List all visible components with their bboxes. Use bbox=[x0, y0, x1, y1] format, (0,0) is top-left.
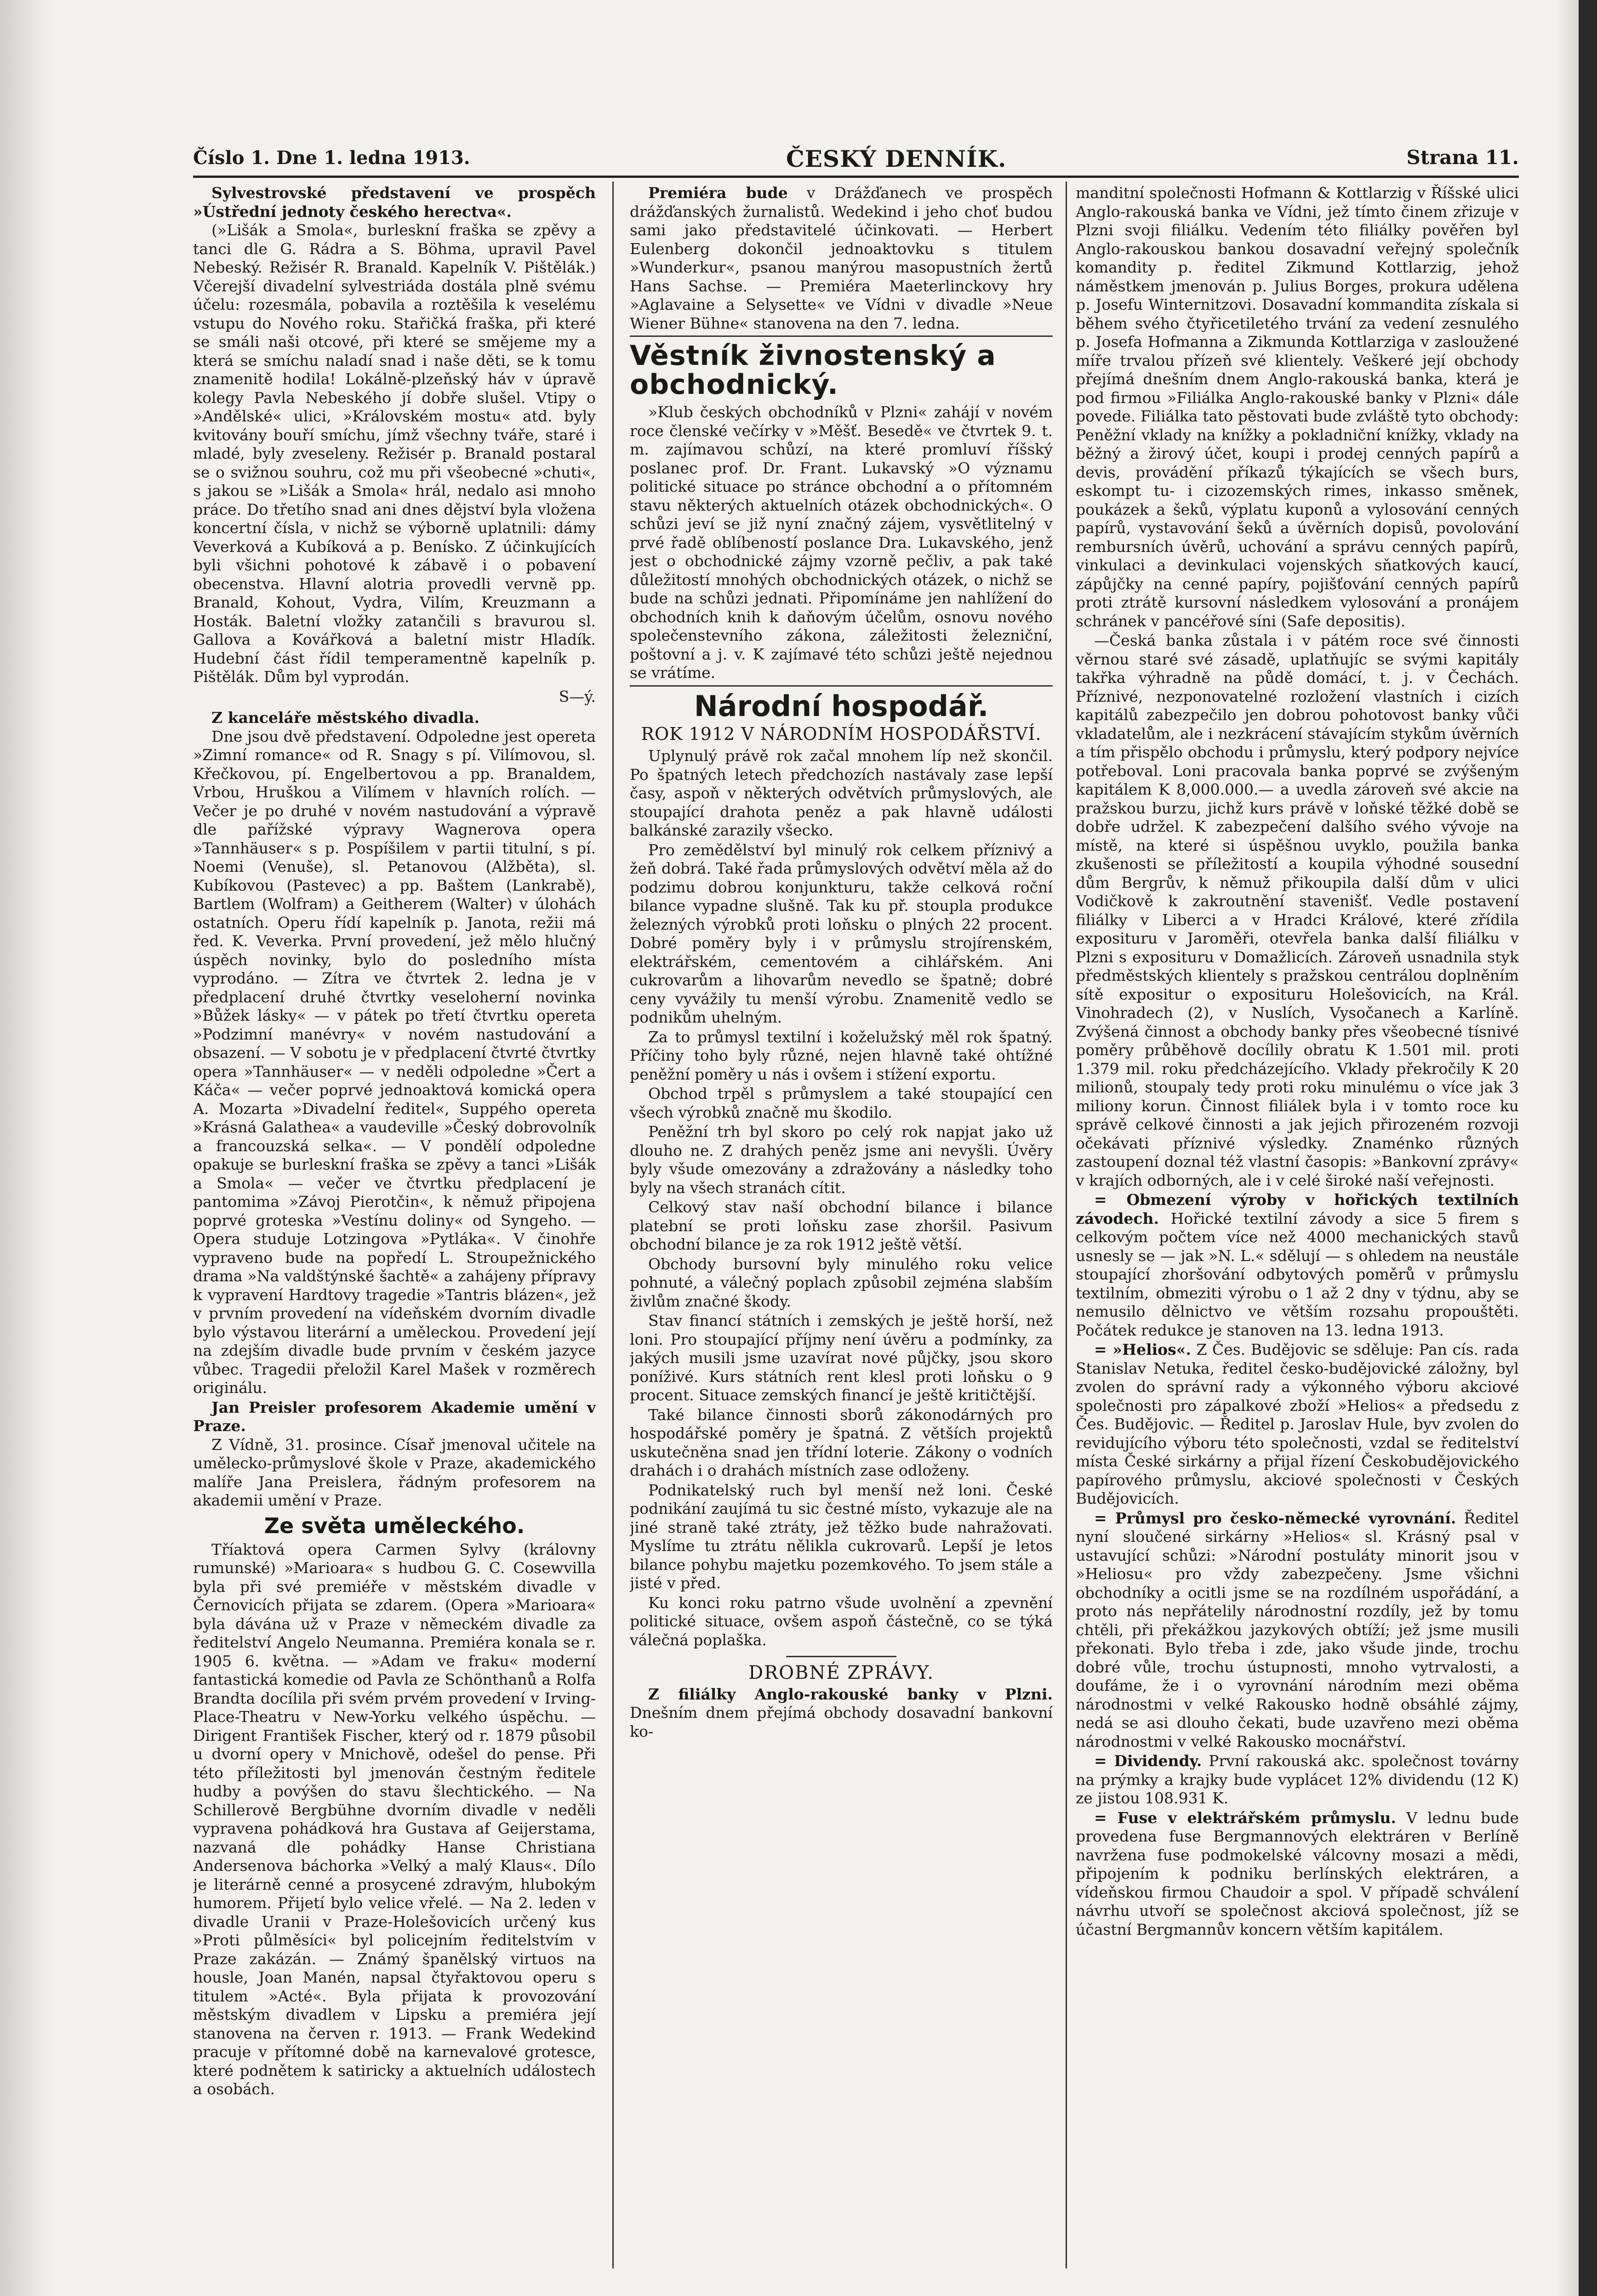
article-text: Podnikatelský ruch byl menší než loni. České podnikání zaujímá tu sic čestné místo, vykazuje ale na jiné straně také ztráty, jež těžko bude nahražovati. Myslíme tu ztrátu nělikla cukrovarů. Lepší je letos bilance pohybu majetku pozemkového. To jsem stále a jisté v před. bbox=[630, 1481, 1053, 1592]
article-lead: = »Helios«. bbox=[1094, 1341, 1191, 1358]
article-text: —Česká banka zůstala i v pátém roce své činnosti věrnou staré své zásadě, uplatňujíc se svými kapitály takřka výhradně na půdě domácí, t. j. v Čechách. Příznivé, nezponovatelné rozložení vlastních i cizích kapitálů zabezpečilo jen dobrou pohotovost banky vůči vkladatelům, ale i nezkrácení stávajícím stykům úvěrních a tím přispělo obchodu i průmyslu, který podpory nejvíce potřeboval. Loni pracovala banka poprvé se zvýšeným kapitálem K 8,000.000.— a uvedla zároveň své akcie na pražskou burzu, jichž kurs právě v loňské těžké době se dobře udržel. K zabezpečení dalšího svého vývoje na místě, na které si úspěšnou uvyklo, použila banka zkušenosti se příležitostí a koupila výhodné sousední dům Bergrův, k němuž přikoupila další dům v ulici Vodičkově k zakroutnění stavenišť. Vedle postavení filiálky v Liberci a v Hradci Králové, které zřídila exposituru v Jaroměři, otevřela banka další filiálku v Plzni s exposituru v Domažlicích. Zároveň usnadnila styk předměstských klientely s pražskou centrálou doplněním sítě expositur o exposituru Holešovicích, na Král. Vinohradech (2), v Nuslích, Vysočanech a Karlíně. Zvýšená činnost a obchody banky přes všeobecné tísnivé poměry průběhově docílily obratu K 1.501 mil. proti 1.379 mil. roku předcházejícího. Vklady překročily K 20 milionů, stoupaly tedy proti roku minulému o více jak 3 miliony korun. Činnost filiálek byla i v tomto roce ku správě celkové činnosti a jak jejich přirozeném rozvoji očekávati příznivé výsledky. Znaménko různých zastoupení doznal též vlastní časopis: »Bankovní zprávy« v krajích odborných, ale i v celé široké naší veřejnosti. bbox=[1076, 631, 1519, 1189]
page-number: Strana 11. bbox=[1406, 146, 1519, 169]
article-title: Z kanceláře městského divadla. bbox=[211, 709, 480, 727]
article-body: v Drážďanech ve prospěch drážďanských žurnalistů. Wedekind i jeho choť budou sami jako představitelé účinkovati. — Herbert Eulenberg dokončil jednoaktovku s titulem »Wunderkur«, psanou manýrou masopustních žertů Hans Sachse. — Premiéra Maeterlinckovy hry »Aglavaine a Selysette« ve Vídni v divadle »Neue Wiener Bühne« stanovena na den 7. ledna. bbox=[630, 184, 1053, 332]
article-text bbox=[1076, 1752, 1519, 1808]
page-right-fold bbox=[1556, 0, 1579, 2296]
article-lead: = Fuse v elektrářském průmyslu. bbox=[1094, 1808, 1397, 1827]
article-text bbox=[1076, 1191, 1519, 1340]
article-text: Stav financí státních i zemských je ještě horší, než loni. Pro stoupající příjmy není úvěru a podmínky, za jakých musili jsme uzavírat nové půjčky, jsou skoro poníživé. Kurs státních rent klesl proti loňsku o 9 procent. Situace zemských financí je ještě kritičtější. bbox=[630, 1312, 1053, 1404]
article-text: Uplynulý právě rok začal mnohem líp než skončil. Po špatných letech předchozích nastávaly zase lepší časy, aspoň v některých odvětvích průmyslových, ale stoupající drahota peněz a pak hlavně události balkánské zarazily všecko. bbox=[630, 747, 1053, 840]
article-lead: = Dividendy. bbox=[1094, 1752, 1202, 1770]
article-text: manditní společnosti Hofmann & Kottlarzig v Říšské ulici Anglo-rakouská banka ve Vídni, jež tímto činem zřizuje v Plzni svoji filiálku. Vedením této filiálky pověřen byl Anglo-rakouskou bankou dosavadní veřejný společník komandity p. ředitel Zikmund Kottlarzig, jehož náměstkem jmenován p. Julius Borges, prokura udělena p. Josefu Winternitzovi. Dosavadní kommandita získala si během svého čtyřicetiletého trvání za vedení zesnulého p. Josefa Hofmanna a Zikmunda Kottlarziga v zasloužené míře trvalou přízeň své klientely. Veškeré její obchody přejímá dnešním dnem Anglo-rakouská banka, která je pod firmou »Filiálka Anglo-rakouské banky v Plzni« dále povede. Filiálka tato pěstovati bude zvláště tyto obchody: Peněžní vklady na knížky a pokladniční knížky, vklady na běžný a žirový účet, koupi i prodej cenných papírů a devis, provádění příkazů týkajících se všech burs, eskompt tu- i cizozemských rimes, inkasso směnek, poukázek a šeků, výplatu kuponů a vylosování cenných papírů, vystavování šeků a úvěrních dopisů, povolování rembursních úvěrů, uchování a správu cenných papírů, vinkulaci a devinkulaci vojenských sňatkových kaucí, zápůjčky na cenné papíry, pojišťování cenných papírů proti ztrátě kursovní následkem vylosování a pronájem schránek v pancéřové síni (Safe depositis). bbox=[1076, 184, 1519, 630]
page-header bbox=[193, 138, 1519, 179]
article-body: První rakouská akc. společnost továrny na prýmky a krajky bude vyplácet 12% dividendu (12 K) ze jistou 108.931 K. bbox=[1076, 1752, 1519, 1807]
article-lead: = Průmysl pro česko-německé vyrovnání. bbox=[1094, 1509, 1456, 1527]
article-subtitle: DROBNÉ ZPRÁVY. bbox=[748, 1662, 934, 1684]
page-right-border bbox=[1579, 0, 1597, 2296]
header-rule bbox=[193, 176, 1519, 178]
article-text: Z Vídně, 31. prosince. Císař jmenoval učitele na umělecko-průmyslové škole v Praze, akademického malíře Jana Preislera, řádným profesorem na akademii umění v Praze. bbox=[193, 1435, 596, 1509]
section-title: Ze světa uměleckého. bbox=[264, 1513, 525, 1538]
article-text bbox=[1076, 1509, 1519, 1751]
article-subtitle: ROK 1912 V NÁRODNÍM HOSPODÁŘSTVÍ. bbox=[641, 723, 1042, 744]
article-text: Za to průmysl textilní i koželužský měl rok špatný. Příčiny toho byly různé, nejen hlavně také ohtížné peněžní poměry u nás i ovšem i stížení exportu. bbox=[630, 1028, 1053, 1083]
section-rule bbox=[630, 335, 1053, 337]
article-lead: Z filiálky Anglo-rakouské banky v Plzni. bbox=[648, 1685, 1053, 1703]
article-text: Pro zemědělství byl minulý rok celkem příznivý a žeň dobrá. Také řada průmyslových odvětví měla až do podzimu dobrou konjunkturu, takže celková roční bilance vypadne slušně. Tak ku př. stoupla produkce železných výrobků proti loňsku o plných 22 procent. Dobré poměry byly i v průmyslu strojírenském, elektrářském, cementovém a cihlářském. Ani cukrovarům a lihovarům nevedlo se špatně; dobré ceny vyvážily tu menší výrobu. Znamenitě vedlo se podnikům uhelným. bbox=[630, 841, 1053, 1027]
article-lead: = Obmezení výroby v hořických textilních závodech. bbox=[1076, 1191, 1519, 1228]
article-title: Sylvestrovské představení ve prospěch »Ústřední jednoty českého herectva«. bbox=[193, 184, 596, 221]
column-3 bbox=[1076, 184, 1519, 2273]
newspaper-title: ČESKÝ DENNÍK. bbox=[786, 145, 1007, 172]
article-signature: S—ý. bbox=[559, 687, 596, 705]
article-body: Hořické textilní závody a sice 5 firem s celkovým počtem více než 4000 mechanických stavů usnesly se — jak »N. L.« sdělují — s ohledem na neustále stoupající zhoršování odbytových poměrů v průmyslu textilním, obmeziti výrobu o 1 až 2 dny v týdnu, aby se nemusilo dělnictvo ve větším rozsahu propouštěti. Počátek redukce je stanoven na 13. ledna 1913. bbox=[1076, 1209, 1519, 1339]
issue-and-date: Číslo 1. Dne 1. ledna 1913. bbox=[193, 147, 470, 169]
article-title: Jan Preisler profesorem Akademie umění v Praze. bbox=[193, 1398, 596, 1435]
article-text: Také bilance činnosti sborů zákonodárných pro hospodářské poměry je špatná. Z větších projektů uskutečněna snad jen třídní loterie. Zákony o vodních drahách i o drahách místních zase odloženy. bbox=[630, 1405, 1053, 1480]
article-lead: Premiéra bude bbox=[648, 184, 788, 202]
article-body: Dnešním dnem přejímá obchody dosavadní bankovní ko- bbox=[630, 1704, 1053, 1740]
article-text: (»Lišák a Smola«, burleskní fraška se zpěvy a tanci dle G. Rádra a S. Böhma, upravil Pavel Nebeský. Režisér R. Branald. Kapelník V. Pištělák.) Včerejší divadelní sylvestriáda dostála plně svému účelu: rozesmála, pobavila a roztěšila k veselému vstupu do Nového roku. Stařičká fraška, při které se smáli naši otcové, při které se smějeme my a která se smíchu naladí snad i naše děti, se k tomu znamenitě hodila! Lokálně-plzeňský háv v úpravě kolegy Pavla Nebeského jí dobře slušel. Vtipy o »Andělské« ulici, »Královském mostu« atd. byly kvitovány bouří smíchu, jímž všechny tváře, staré i mladé, byly zveseleny. Režisér p. Branald postaral se o svižnou souhru, což mu při všeobecné »chuti«, s jakou se »Lišák a Smola« hrál, nedalo asi mnoho práce. Do třetího snad ani dnes dějství byla vložena koncertní čísla, v nichž se výborně uplatnili: dámy Veverková a Kubíková a p. Benísko. Z účinkujících byli všichni pohotové k zábavě i o pobavení obecenstva. Hlavní alotria provedli vervně pp. Branald, Kohout, Vydra, Vilím, Kreuzmann a Hosták. Baletní vložky zatančili s bravurou sl. Gallova a Kovářková a baletní mistr Hladík. Hudební část řídil temperamentně kapelník p. Pištělák. Dům byl vyprodán. bbox=[193, 221, 596, 686]
article-body: V lednu bude provedena fuse Bergmannových elektráren v Berlíně navržena fuse podmokelské válcovny mosazi a mědi, připojením k podniku berlínských elektráren, a vídeňskou firmou Chaudoir a spol. V případě schválení návrhu utvoří se společnost akciová společnost, jíž se účastní Bergmannův koncern větším kapitálem. bbox=[1076, 1808, 1519, 1938]
section-rule bbox=[630, 685, 1053, 687]
separator-rule bbox=[786, 1656, 896, 1657]
article-text: Tříaktová opera Carmen Sylvy (královny rumunské) »Marioara« s hudbou G. C. Cosewvilla byla při své premiéře v městském divadle v Černovicích přijata se zdarem. (Opera »Marioara« byla dávána už v Praze v německém divadle za ředitelství Angelo Neumanna. Premiéra konala se r. 1905 6. května. — »Adam ve fraku« moderní fantastická komedie od Pavla ze Schönthanů a Rolfa Brandta docílila při svém prvém provedení v Irving-Place-Theatru v New-Yorku velkého úspěchu. — Dirigent František Fischer, který od r. 1879 působil u dvorní opery v Mnichově, odešel do pense. Při této příležitosti byl jmenován čestným ředitele hudby a povýšen do stavu šlechtického. — Na Schillerově Bergbühne dvorním divadle v neděli vypravena pohádková hra Gustava af Geijerstama, nazvaná dle pohádky Hanse Christiana Andersenova báchorka »Velký a malý Klaus«. Dílo je literárně cenné a prosycené zdravým, hlubokým humorem. Přijetí bylo velice vřelé. — Na 2. leden v divadle Uranii v Praze-Holešovicích určený kus »Proti půlměsíci« byl policejním ředitelstvím v Praze zakázán. — Známý španělský virtuos na housle, Joan Manén, napsal čtyřaktovou operu s titulem »Acté«. Byla přijata k provozování městským divadlem v Lipsku a premiéra její stanovena na červen r. 1913. — Frank Wedekind pracuje v přítomné době na karnevalové grotesce, které podnětem k satiricky a aktuelních událostech a osobách. bbox=[193, 1540, 596, 2098]
article-text bbox=[630, 1685, 1053, 1741]
article-body: Z Čes. Budějovic se sděluje: Pan cís. rada Stanislav Netuka, ředitel česko-budějovické záložny, byl zvolen do správní rady a výkonného výboru akciové společnosti pro zápalkové zboží »Helios« a předsedu z Čes. Budějovic. — Ředitel p. Jaroslav Hule, byv zvolen do revidujícího výboru této společnosti, vzdal se ředitelství místa České sirkárny a přijal řízení Českobudějovického papírového průmyslu, akciové společnosti v Českých Budějovicích. bbox=[1076, 1341, 1519, 1507]
article-text: »Klub českých obchodníků v Plzni« zahájí v novém roce členské večírky v »Měšť. Besedě« ve čtvrtek 9. t. m. zajímavou schůzí, na které promluví říšský poslanec prof. Dr. Frant. Lukavský »O významu politické situace po stránce obchodní a o přítomném stavu některých aktuelních otázek obchodnických«. O schůzi jeví se již nyní značný zájem, vysvětlitelný v prvé řadě oblíbeností poslance Dra. Lukavského, jenž jest o obchodnické zájmy vzorně pečliv, a pak také důležitostí mnohých obchodnických otázek, o nichž se bude na schůzi jednati. Připomínáme jen nahlížení do obchodních knih k daňovým účelům, osnovu nového společenstevního zákona, záležitosti železniční, poštovní a j. v. K zajímavé této schůzi ještě nejednou se vrátíme. bbox=[630, 403, 1053, 682]
section-title: Věstník živnostenský a obchodnický. bbox=[630, 340, 996, 401]
article-text: Obchod trpěl s průmyslem a také stoupající cen všech výrobků značně mu škodilo. bbox=[630, 1085, 1053, 1121]
column-divider bbox=[612, 182, 614, 2268]
article-text: Obchody bursovní byly minulého roku velice pohnuté, a válečný poplach způsobil zejména slabším živlům značné škody. bbox=[630, 1255, 1053, 1310]
article-text bbox=[630, 184, 1053, 333]
column-divider bbox=[1066, 182, 1067, 2268]
article-text bbox=[1076, 1341, 1519, 1508]
column-2 bbox=[630, 184, 1053, 2273]
article-text: Celkový stav naší obchodní bilance i bilance platební se proti loňsku zase zhoršil. Pasivum obchodní bilance je za rok 1912 ještě větší. bbox=[630, 1198, 1053, 1254]
article-text: Peněžní trh byl skoro po celý rok napjat jako už dlouho ne. Z drahých peněz jsme ani nevyšli. Úvěry byly všude omezovány a zdražovány a následky toho byly na všech stranách cítit. bbox=[630, 1123, 1053, 1197]
article-text: Dne jsou dvě představení. Odpoledne jest opereta »Zimní romance« od R. Snagy s pí. Vilímovou, sl. Křečkovou, pí. Engelbertovou a pp. Branaldem, Vrbou, Hruškou a Vilímem v hlavních rolích. — Večer je po druhé v novém nastudování a výpravě dle pařížské výpravy Wagnerova opera »Tannhäuser« s p. Pospíšilem v partii titulní, s pí. Noemi (Venuše), sl. Petanovou (Alžběta), sl. Kubíkovou (Pastevec) a pp. Baštem (Lankrabě), Bartlem (Wolfram) a Geitherem (Walter) v úlohách ostatních. Operu řídí kapelník p. Janota, režii má řed. K. Veverka. První provedení, jež mělo hlučný úspěch novinky, bylo do posledního místa vyprodáno. — Zítra ve čtvrtek 2. ledna je v předplacení druhé čtvrtky veseloherní novinka »Bůžek lásky« — v pátek po třetí čtvrtku opereta »Podzimní manévry« v novém nastudování a obsazení. — V sobotu je v předplacení čtvrté čtvrtky opera »Tannhäuser« — v neděli odpoledne »Čert a Káča« — večer poprvé jednoaktová komická opera A. Mozarta »Divadelní ředitel«, Suppého opereta »Krásná Galathea« a vaudeville »Český dobrovolník a francouzská selka«. — V pondělí odpoledne opakuje se burleskní fraška se zpěvy a tanci »Lišák a Smola« — večer ve čtvrtku předplacení je pantomima »Závoj Pierotčin«, k němuž připojena poprvé groteska »Vestínu doliny« od Syngeho. — Opera studuje Lotzingova »Pytláka«. V činohře vypraveno bude na popředí L. Stroupežnického drama »Na valdštýnské šachtě« a zahájeny přípravy k vypravení Hardtovy tragedie »Tantris blázen«, jež v prvním provedení na vídeňském dvorním divadle bylo výstavou literární a uměleckou. Provedení její na zdejším divadle bude prvním v českém jazyce vůbec. Tragedii přeložil Karel Mašek v rozměrech originálu. bbox=[193, 727, 596, 1397]
column-1 bbox=[193, 184, 596, 2273]
article-text: Ku konci roku patrno všude uvolnění a zpevnění politické situace, ovšem aspoň částečně, co se týká válečná poplaška. bbox=[630, 1593, 1053, 1649]
page-left-shadow bbox=[0, 0, 55, 2296]
article-body: Ředitel nyní sloučené sirkárny »Helios« sl. Krásný psal v ustavující schůzi: »Národní postuláty minorit jsou v »Heliosu« pro vždy zabezpečeny. Jsme všichni obchodníky a ocitli jsme se na rozdílném uspořádání, a proto nás nepřátelily národnostní rozdíly, jež by tomu chtěli, při překážkou jazykových obtíží; jež jsme musili překonati. Bylo třeba i zde, jako všude jinde, trochu dobré vůle, trochu ústupnosti, mnoho vytrvalosti, a doufáme, že i o vyrovnání národním mezi oběma národnostmi v velké Rakousko hodně obsáhlé zájmy, nedá se asi dlouho čekati, bude uzavřeno mezi oběma národnostmi v velké Rakousko mocnářství. bbox=[1076, 1509, 1519, 1750]
section-title: Národní hospodář. bbox=[694, 689, 989, 723]
article-text bbox=[1076, 1809, 1519, 1939]
